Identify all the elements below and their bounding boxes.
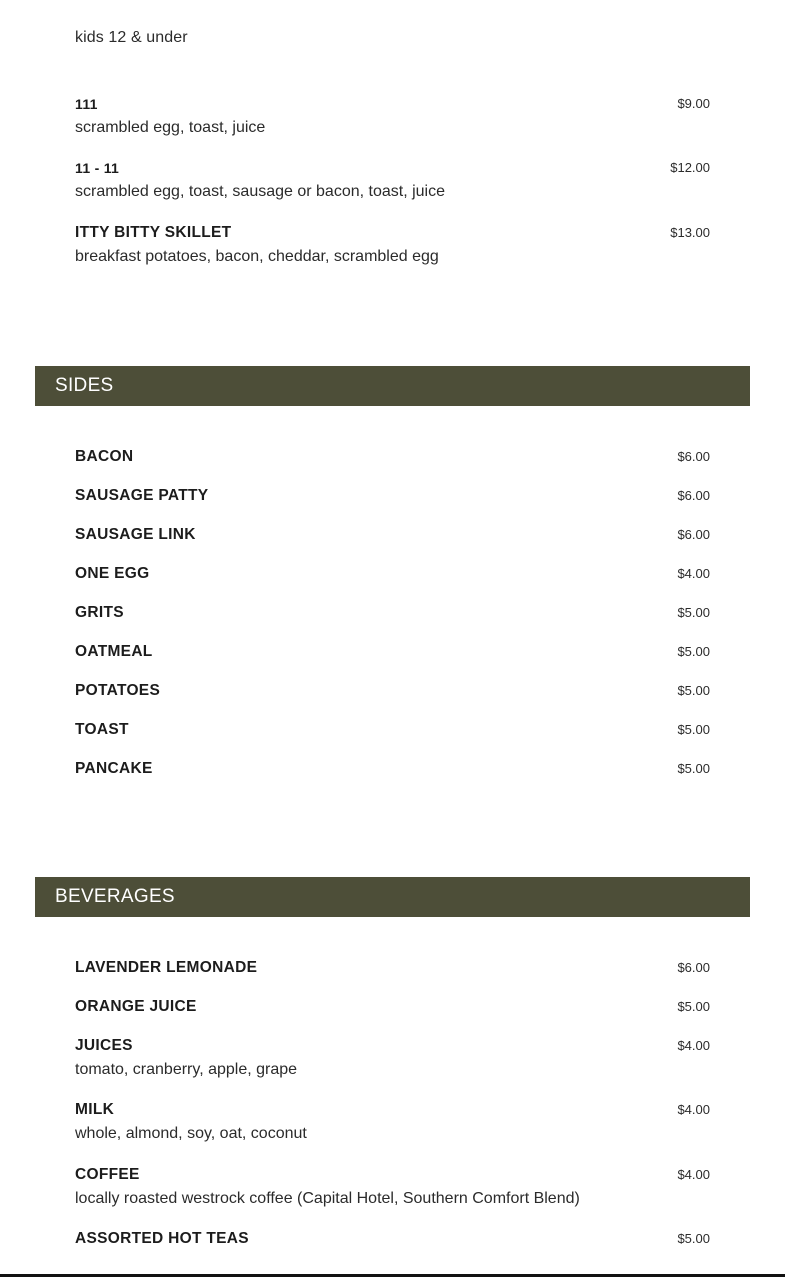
menu-item-name: ORANGE JUICE [75, 998, 197, 1015]
menu-item-name: COFFEE [75, 1166, 140, 1183]
menu-item-price: $5.00 [677, 1231, 710, 1246]
menu-item-description: scrambled egg, toast, juice [75, 119, 266, 136]
menu-item [75, 681, 710, 701]
menu-item-description: whole, almond, soy, oat, coconut [75, 1125, 307, 1142]
menu-item [75, 158, 710, 202]
menu-item [75, 525, 710, 545]
menu-item-name: SAUSAGE PATTY [75, 487, 209, 504]
menu-item [75, 1036, 710, 1080]
menu-item-price: $4.00 [677, 1038, 710, 1053]
menu-item-price: $5.00 [677, 683, 710, 698]
menu-item-price: $4.00 [677, 1167, 710, 1182]
menu-item [75, 720, 710, 740]
menu-item-name: GRITS [75, 604, 124, 621]
menu-item-price: $13.00 [670, 225, 710, 240]
section-header-sides: SIDES [35, 366, 750, 406]
menu-item-name: LAVENDER LEMONADE [75, 959, 258, 976]
menu-item [75, 223, 710, 267]
menu-item [75, 1229, 710, 1249]
menu-item-price: $5.00 [677, 999, 710, 1014]
menu-item-price: $4.00 [677, 566, 710, 581]
menu-item [75, 447, 710, 467]
menu-item-name: ITTY BITTY SKILLET [75, 224, 232, 241]
menu-item [75, 1100, 710, 1144]
menu-item-name: SAUSAGE LINK [75, 526, 196, 543]
section-header-beverages: BEVERAGES [35, 877, 750, 917]
menu-item-name: TOAST [75, 721, 129, 738]
menu-item [75, 94, 710, 138]
menu-item-name: JUICES [75, 1037, 133, 1054]
menu-item-price: $6.00 [677, 960, 710, 975]
menu-item-price: $5.00 [677, 605, 710, 620]
menu-item [75, 564, 710, 584]
menu-item-description: scrambled egg, toast, sausage or bacon, toast, juice [75, 183, 445, 200]
kids-age-note: kids 12 & under [75, 29, 188, 46]
menu-item-price: $5.00 [677, 644, 710, 659]
menu-item-name: 111 [75, 96, 98, 112]
menu-item-name: POTATOES [75, 682, 161, 699]
menu-item [75, 642, 710, 662]
menu-item [75, 1165, 710, 1209]
menu-item-description: breakfast potatoes, bacon, cheddar, scrambled egg [75, 248, 439, 265]
menu-item-name: ASSORTED HOT TEAS [75, 1230, 249, 1247]
menu-item-description: locally roasted westrock coffee (Capital Hotel, Southern Comfort Blend) [75, 1190, 580, 1207]
menu-item-description: tomato, cranberry, apple, grape [75, 1061, 298, 1078]
menu-item-price: $9.00 [677, 96, 710, 111]
menu-item-price: $6.00 [677, 488, 710, 503]
menu-item-name: ONE EGG [75, 565, 150, 582]
menu-item-name: 11 - 11 [75, 160, 120, 176]
menu-item-name: OATMEAL [75, 643, 153, 660]
menu-item-name: BACON [75, 448, 134, 465]
menu-item-price: $12.00 [670, 160, 710, 175]
menu-item-price: $6.00 [677, 449, 710, 464]
menu-item-price: $5.00 [677, 761, 710, 776]
menu-item-price: $6.00 [677, 527, 710, 542]
menu-item [75, 486, 710, 506]
menu-item-price: $4.00 [677, 1102, 710, 1117]
menu-item-name: MILK [75, 1101, 115, 1118]
menu-item [75, 958, 710, 978]
menu-item [75, 997, 710, 1017]
menu-item [75, 759, 710, 779]
menu-item-price: $5.00 [677, 722, 710, 737]
menu-item-name: PANCAKE [75, 760, 153, 777]
menu-item [75, 603, 710, 623]
